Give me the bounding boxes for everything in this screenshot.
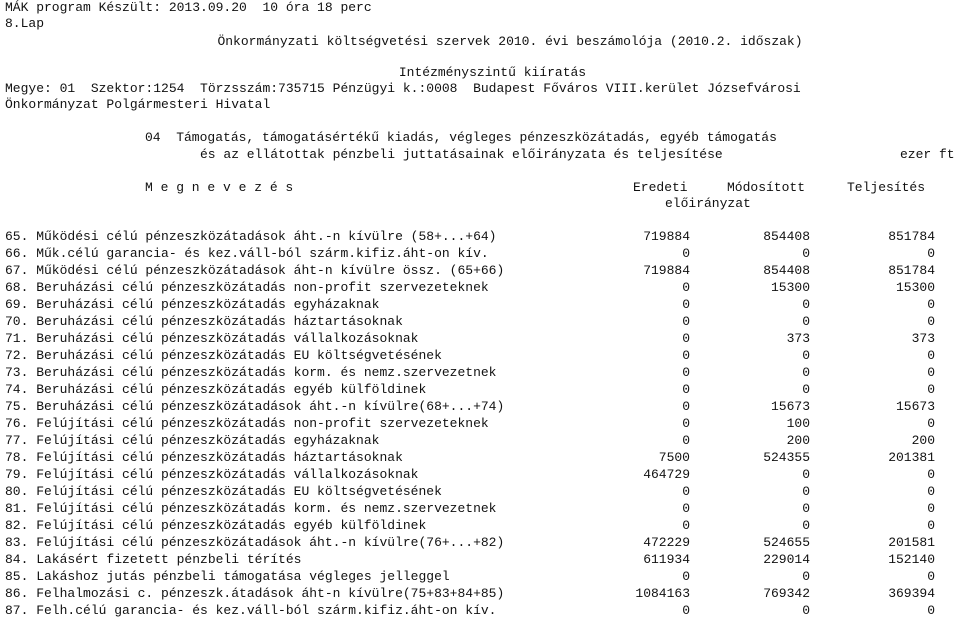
cell-completed: 0 <box>927 518 935 533</box>
table-row <box>0 245 960 262</box>
cell-original: 0 <box>682 518 690 533</box>
table-row <box>0 466 960 483</box>
row-label: 79. Felújítási célú pénzeszközátadás vállalkozásoknak <box>5 467 419 482</box>
cell-original: 0 <box>682 331 690 346</box>
cell-original: 0 <box>682 365 690 380</box>
column-header-original: Eredeti <box>633 180 688 195</box>
row-label: 74. Beruházási célú pénzeszközátadás egyéb külföldinek <box>5 382 427 397</box>
section-title-line-2: és az ellátottak pénzbeli juttatásainak előirányzata és teljesítése <box>200 147 723 162</box>
table-row <box>0 330 960 347</box>
cell-original: 1084163 <box>635 586 690 601</box>
cell-completed: 152140 <box>888 552 935 567</box>
row-label: 81. Felújítási célú pénzeszközátadás korm. és nemz.szervezetnek <box>5 501 497 516</box>
row-label: 67. Működési célú pénzeszközátadások áht-n kívülre össz. (65+66) <box>5 263 505 278</box>
row-label: 69. Beruházási célú pénzeszközátadás egyházaknak <box>5 297 380 312</box>
cell-original: 719884 <box>643 229 690 244</box>
cell-modified: 0 <box>802 501 810 516</box>
cell-modified: 854408 <box>763 229 810 244</box>
row-label: 65. Működési célú pénzeszközátadások áht.-n kívülre (58+...+64) <box>5 229 497 244</box>
column-header-completed: Teljesítés <box>847 180 926 195</box>
cell-original: 464729 <box>643 467 690 482</box>
cell-original: 0 <box>682 569 690 584</box>
table-row <box>0 228 960 245</box>
page-number: 8.Lap <box>5 16 45 31</box>
cell-modified: 0 <box>802 246 810 261</box>
cell-completed: 373 <box>911 331 935 346</box>
table-row <box>0 449 960 466</box>
cell-completed: 15300 <box>895 280 935 295</box>
cell-original: 0 <box>682 297 690 312</box>
row-label: 77. Felújítási célú pénzeszközátadás egyházaknak <box>5 433 380 448</box>
table-row <box>0 364 960 381</box>
cell-original: 0 <box>682 280 690 295</box>
cell-completed: 851784 <box>888 229 935 244</box>
row-label: 75. Beruházási célú pénzeszközátadások áht.-n kívülre(68+...+74) <box>5 399 505 414</box>
column-header-appropriation: előirányzat <box>665 196 751 211</box>
cell-modified: 15300 <box>770 280 810 295</box>
report-subtitle: Intézményszintű kiíratás <box>398 65 587 80</box>
cell-modified: 0 <box>802 348 810 363</box>
cell-original: 0 <box>682 314 690 329</box>
cell-completed: 0 <box>927 416 935 431</box>
row-label: 71. Beruházási célú pénzeszközátadás vállalkozásoknak <box>5 331 419 346</box>
row-label: 76. Felújítási célú pénzeszközátadás non-profit szervezeteknek <box>5 416 489 431</box>
table-row <box>0 313 960 330</box>
cell-original: 7500 <box>658 450 690 465</box>
row-label: 83. Felújítási célú pénzeszközátadások áht.-n kívülre(76+...+82) <box>5 535 505 550</box>
report-title: Önkormányzati költségvetési szervek 2010. évi beszámolója (2010.2. időszak) <box>217 34 803 49</box>
cell-original: 611934 <box>643 552 690 567</box>
cell-modified: 0 <box>802 314 810 329</box>
table-row <box>0 602 960 619</box>
cell-original: 0 <box>682 603 690 618</box>
row-label: 72. Beruházási célú pénzeszközátadás EU költségvetésének <box>5 348 442 363</box>
cell-completed: 0 <box>927 382 935 397</box>
table-row <box>0 279 960 296</box>
cell-completed: 851784 <box>888 263 935 278</box>
table-row <box>0 296 960 313</box>
cell-modified: 524655 <box>763 535 810 550</box>
row-label: 85. Lakáshoz jutás pénzbeli támogatása végleges jelleggel <box>5 569 450 584</box>
cell-modified: 0 <box>802 297 810 312</box>
cell-completed: 0 <box>927 348 935 363</box>
cell-original: 0 <box>682 246 690 261</box>
row-label: 84. Lakásért fizetett pénzbeli térítés <box>5 552 302 567</box>
cell-modified: 854408 <box>763 263 810 278</box>
row-label: 78. Felújítási célú pénzeszközátadás háztartásoknak <box>5 450 403 465</box>
cell-modified: 0 <box>802 365 810 380</box>
cell-modified: 229014 <box>763 552 810 567</box>
row-label: 68. Beruházási célú pénzeszközátadás non-profit szervezeteknek <box>5 280 489 295</box>
cell-modified: 769342 <box>763 586 810 601</box>
row-label: 70. Beruházási célú pénzeszközátadás háztartásoknak <box>5 314 403 329</box>
table-row <box>0 517 960 534</box>
column-header-name: M e g n e v e z é s <box>145 180 294 195</box>
table-row <box>0 483 960 500</box>
cell-completed: 0 <box>927 501 935 516</box>
cell-original: 0 <box>682 348 690 363</box>
cell-completed: 201581 <box>888 535 935 550</box>
cell-modified: 0 <box>802 569 810 584</box>
section-title-line-1: 04 Támogatás, támogatásértékű kiadás, végleges pénzeszközátadás, egyéb támogatás <box>145 130 777 145</box>
table-row <box>0 347 960 364</box>
program-info: MÁK program Készült: 2013.09.20 10 óra 18 perc <box>5 0 372 15</box>
cell-completed: 0 <box>927 314 935 329</box>
column-header-modified: Módosított <box>727 180 806 195</box>
cell-original: 0 <box>682 433 690 448</box>
cell-completed: 0 <box>927 365 935 380</box>
cell-original: 0 <box>682 501 690 516</box>
cell-modified: 0 <box>802 518 810 533</box>
cell-original: 0 <box>682 399 690 414</box>
table-row <box>0 568 960 585</box>
institution-line-1: Megye: 01 Szektor:1254 Törzsszám:735715 Pénzügyi k.:0008 Budapest Főváros VIII.kerület Józsefvárosi <box>5 81 801 96</box>
cell-original: 0 <box>682 416 690 431</box>
cell-completed: 0 <box>927 467 935 482</box>
cell-modified: 0 <box>802 484 810 499</box>
row-label: 80. Felújítási célú pénzeszközátadás EU költségvetésének <box>5 484 442 499</box>
institution-line-2: Önkormányzat Polgármesteri Hivatal <box>5 97 271 112</box>
table-row <box>0 500 960 517</box>
unit-label: ezer ft <box>900 147 955 162</box>
cell-original: 719884 <box>643 263 690 278</box>
table-row <box>0 398 960 415</box>
row-label: 66. Műk.célú garancia- és kez.váll-ból szárm.kifiz.áht-on kív. <box>5 246 489 261</box>
cell-modified: 0 <box>802 467 810 482</box>
cell-modified: 15673 <box>770 399 810 414</box>
table-row <box>0 534 960 551</box>
cell-completed: 0 <box>927 569 935 584</box>
cell-completed: 0 <box>927 484 935 499</box>
cell-completed: 201381 <box>888 450 935 465</box>
table-row <box>0 432 960 449</box>
data-table <box>0 228 960 619</box>
cell-completed: 0 <box>927 297 935 312</box>
cell-modified: 200 <box>786 433 810 448</box>
cell-original: 0 <box>682 382 690 397</box>
cell-original: 472229 <box>643 535 690 550</box>
cell-modified: 0 <box>802 603 810 618</box>
cell-modified: 373 <box>786 331 810 346</box>
cell-completed: 0 <box>927 246 935 261</box>
row-label: 87. Felh.célú garancia- és kez.váll-ból szárm.kifiz.áht-on kív. <box>5 603 497 618</box>
cell-completed: 0 <box>927 603 935 618</box>
table-row <box>0 415 960 432</box>
cell-completed: 15673 <box>895 399 935 414</box>
cell-completed: 200 <box>911 433 935 448</box>
cell-completed: 369394 <box>888 586 935 601</box>
table-row <box>0 381 960 398</box>
table-row <box>0 585 960 602</box>
table-row <box>0 551 960 568</box>
row-label: 82. Felújítási célú pénzeszközátadás egyéb külföldinek <box>5 518 427 533</box>
cell-modified: 524355 <box>763 450 810 465</box>
cell-original: 0 <box>682 484 690 499</box>
cell-modified: 0 <box>802 382 810 397</box>
row-label: 86. Felhalmozási c. pénzeszk.átadások áht-n kívülre(75+83+84+85) <box>5 586 505 601</box>
table-row <box>0 262 960 279</box>
cell-modified: 100 <box>786 416 810 431</box>
row-label: 73. Beruházási célú pénzeszközátadás korm. és nemz.szervezetnek <box>5 365 497 380</box>
